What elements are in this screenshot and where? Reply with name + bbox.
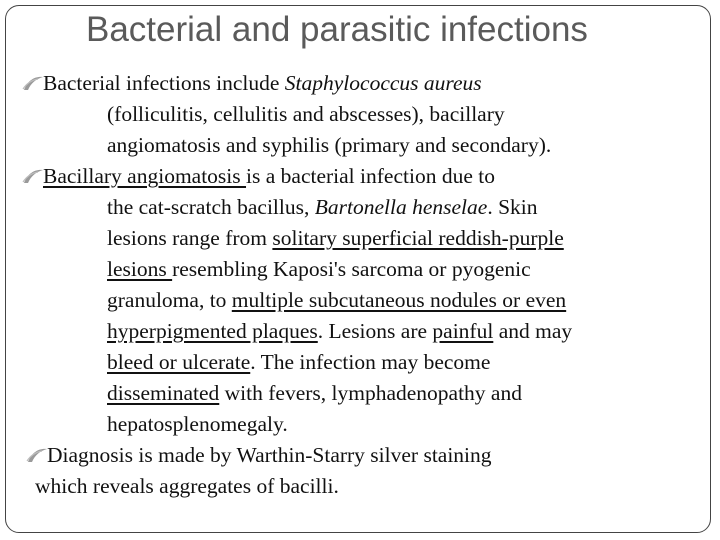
underlined-text: lesions	[107, 257, 173, 281]
bullet-line	[107, 99, 712, 130]
italic-text: Bartonella henselae	[314, 195, 488, 219]
text-run: . The infection may become	[250, 350, 491, 374]
bullet-line	[107, 316, 712, 347]
text-run: the cat-scratch bacillus,	[107, 195, 315, 219]
underlined-text: painful	[432, 319, 494, 343]
text-run: Diagnosis is made by Warthin-Starry silver staining	[47, 443, 492, 467]
text-run: is a bacterial infection due to	[246, 164, 495, 188]
text-run: Bacterial infections include	[43, 71, 285, 95]
bullet-line	[107, 409, 712, 440]
bullet-item	[20, 68, 712, 161]
bullet-swoosh-icon	[22, 74, 44, 92]
slide-frame	[5, 5, 711, 533]
bullet-item	[20, 440, 712, 502]
italic-text: Staphylococcus aureus	[284, 71, 482, 95]
text-run: and may	[493, 319, 573, 343]
underlined-text: solitary superficial reddish-purple	[272, 226, 564, 250]
underlined-text: multiple subcutaneous nodules or even	[231, 288, 567, 312]
text-run: hepatosplenomegaly.	[107, 412, 288, 436]
text-run: resembling Kaposi's sarcoma or pyogenic	[172, 257, 531, 281]
underlined-text: disseminated	[107, 381, 220, 405]
text-run: granuloma, to	[107, 288, 232, 312]
underlined-text: Bacillary angiomatosis	[43, 164, 247, 188]
bullet-line	[107, 347, 712, 378]
bullet-line	[43, 161, 712, 192]
underlined-text: bleed or ulcerate	[107, 350, 251, 374]
slide-title: Bacterial and parasitic infections	[86, 10, 588, 49]
bullet-item	[20, 161, 712, 440]
text-run: . Skin	[487, 195, 538, 219]
bullet-line	[107, 192, 712, 223]
bullet-line	[47, 440, 712, 471]
bullet-line	[43, 68, 712, 99]
text-run: lesions range from	[107, 226, 273, 250]
text-run: . Lesions are	[317, 319, 433, 343]
bullet-line	[35, 471, 712, 502]
bullet-line	[107, 130, 712, 161]
bullet-swoosh-icon	[22, 167, 44, 185]
bullet-swoosh-icon	[26, 446, 48, 464]
bullet-line	[107, 254, 712, 285]
bullet-line	[107, 223, 712, 254]
underlined-text: hyperpigmented plaques	[107, 319, 318, 343]
text-run: which reveals aggregates of bacilli.	[35, 474, 339, 498]
bullet-line	[107, 378, 712, 409]
text-run: (folliculitis, cellulitis and abscesses), bacillary	[107, 102, 505, 126]
bullet-list	[20, 68, 712, 502]
text-run: with fevers, lymphadenopathy and	[219, 381, 522, 405]
text-run: angiomatosis and syphilis (primary and secondary).	[107, 133, 552, 157]
bullet-line	[107, 285, 712, 316]
